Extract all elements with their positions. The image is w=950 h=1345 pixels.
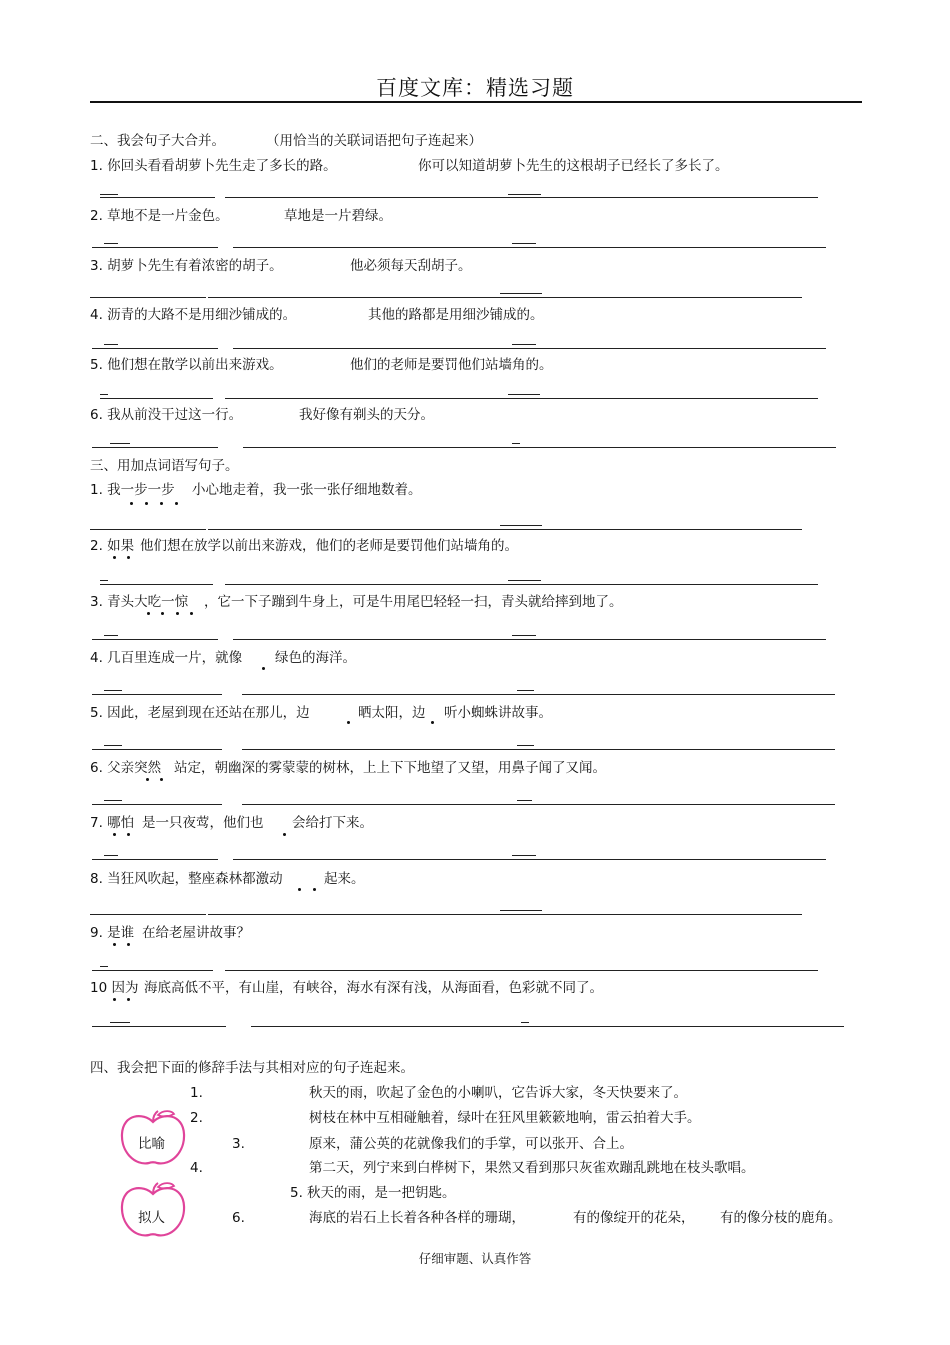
s4-item1-num: 1. xyxy=(190,1085,203,1101)
answer-line[interactable] xyxy=(225,197,818,198)
s4-item6-num: 6. xyxy=(232,1210,245,1226)
answer-line[interactable] xyxy=(225,584,818,585)
s2-item3-sentence-b: 他必须每天刮胡子。 xyxy=(350,258,472,274)
s3-item7-part1: 7. 哪怕 xyxy=(90,815,135,831)
emphasis-dot xyxy=(298,888,301,891)
title-divider xyxy=(90,101,862,103)
s4-item6-text-part3[interactable]: 有的像分枝的鹿角。 xyxy=(720,1210,842,1226)
s4-item6-text-part1[interactable]: 海底的岩石上长着各种各样的珊瑚， xyxy=(309,1210,525,1226)
emphasis-dot xyxy=(160,778,163,781)
emphasis-dot xyxy=(347,721,350,724)
answer-line[interactable] xyxy=(92,348,218,349)
answer-line[interactable] xyxy=(90,529,206,530)
emphasis-dot xyxy=(127,833,130,836)
section2-heading: 二、我会句子大合并。 xyxy=(90,133,225,149)
s2-item4-sentence-b: 其他的路都是用细沙铺成的。 xyxy=(368,307,544,323)
s3-item5-part1: 5. 因此，老屋到现在还站在那儿，边 xyxy=(90,705,310,721)
answer-line[interactable] xyxy=(242,749,835,750)
s2-item4-sentence-a: 4. 沥青的大路不是用细沙铺成的。 xyxy=(90,307,297,323)
answer-line[interactable] xyxy=(100,584,213,585)
emphasis-dot xyxy=(190,612,193,615)
s3-item6-part1: 6. 父亲突然 xyxy=(90,760,162,776)
emphasis-dot xyxy=(147,612,150,615)
answer-line[interactable] xyxy=(233,247,826,248)
emphasis-dot xyxy=(113,943,116,946)
s3-item2-part1: 2. 如果 xyxy=(90,538,135,554)
emphasis-dot xyxy=(176,612,179,615)
s2-item2-sentence-a: 2. 草地不是一片金色。 xyxy=(90,208,229,224)
page-footer: 仔细审题、认真作答 xyxy=(418,1251,532,1266)
s3-item10-part1: 10 因为 xyxy=(90,980,139,996)
answer-line[interactable] xyxy=(225,970,818,971)
emphasis-dot xyxy=(161,612,164,615)
answer-line[interactable] xyxy=(233,639,826,640)
answer-line[interactable] xyxy=(233,348,826,349)
s3-item6-part2: 站定，朝幽深的雾蒙蒙的树林，上上下下地望了又望，用鼻子闻了又闻。 xyxy=(174,760,606,776)
page-title: 百度文库：精选习题 xyxy=(376,76,574,100)
s3-item7-part2: 是一只夜莺，他们也 xyxy=(142,815,264,831)
answer-line[interactable] xyxy=(208,529,802,530)
answer-line[interactable] xyxy=(242,804,835,805)
s2-item5-sentence-a: 5. 他们想在散学以前出来游戏。 xyxy=(90,357,283,373)
emphasis-dot xyxy=(175,502,178,505)
answer-line[interactable] xyxy=(92,694,222,695)
label-personification[interactable]: 拟人 xyxy=(138,1210,165,1226)
answer-line[interactable] xyxy=(243,447,836,448)
s3-item9-part1: 9. 是谁 xyxy=(90,925,135,941)
s2-item2-sentence-b: 草地是一片碧绿。 xyxy=(284,208,392,224)
answer-line[interactable] xyxy=(225,398,818,399)
answer-line[interactable] xyxy=(92,859,218,860)
emphasis-dot xyxy=(262,667,265,670)
s4-item3-text[interactable]: 原来，蒲公英的花就像我们的手掌，可以张开、合上。 xyxy=(309,1136,633,1152)
s3-item2-part2: 他们想在放学以前出来游戏，他们的老师是要罚他们站墙角的。 xyxy=(140,538,518,554)
s4-item2-num: 2. xyxy=(190,1110,203,1126)
answer-line[interactable] xyxy=(92,749,222,750)
emphasis-dot xyxy=(145,502,148,505)
answer-line[interactable] xyxy=(100,398,213,399)
emphasis-dot xyxy=(283,833,286,836)
s2-item1-sentence-a: 1. 你回头看看胡萝卜先生走了多长的路。 xyxy=(90,158,337,174)
section2-instruction: （用恰当的关联词语把句子连起来） xyxy=(266,133,482,149)
s3-item10-part2: 海底高低不平，有山崖，有峡谷，海水有深有浅，从海面看，色彩就不同了。 xyxy=(144,980,603,996)
s3-item5-part3: 听小蜘蛛讲故事。 xyxy=(444,705,552,721)
s3-item3-part2: ，它一下子蹦到牛身上，可是牛用尾巴轻轻一扫，青头就给摔到地了。 xyxy=(204,594,623,610)
answer-line[interactable] xyxy=(90,297,206,298)
s3-item4-part1: 4. 几百里连成一片，就像 xyxy=(90,650,243,666)
section3-heading: 三、用加点词语写句子。 xyxy=(90,458,239,474)
emphasis-dot xyxy=(113,556,116,559)
s3-item9-part2: 在给老屋讲故事？ xyxy=(142,925,250,941)
s3-item7-part3: 会给打下来。 xyxy=(292,815,373,831)
answer-line[interactable] xyxy=(242,694,835,695)
answer-line[interactable] xyxy=(90,914,206,915)
s3-item8-part1: 8. 当狂风吹起，整座森林都激动 xyxy=(90,871,283,887)
section4-heading: 四、我会把下面的修辞手法与其相对应的句子连起来。 xyxy=(90,1060,414,1076)
emphasis-dot xyxy=(127,556,130,559)
answer-line[interactable] xyxy=(92,247,218,248)
s3-item4-part2: 绿色的海洋。 xyxy=(275,650,356,666)
s2-item3-sentence-a: 3. 胡萝卜先生有着浓密的胡子。 xyxy=(90,258,283,274)
answer-line[interactable] xyxy=(92,804,222,805)
s4-item4-text[interactable]: 第二天，列宁来到白桦树下，果然又看到那只灰雀欢蹦乱跳地在枝头歌唱。 xyxy=(309,1160,755,1176)
emphasis-dot xyxy=(113,998,116,1001)
answer-line[interactable] xyxy=(233,859,826,860)
answer-line[interactable] xyxy=(208,914,802,915)
answer-line[interactable] xyxy=(251,1026,844,1027)
s3-item8-part2: 起来。 xyxy=(324,871,365,887)
answer-line[interactable] xyxy=(92,639,218,640)
s3-item3-part1: 3. 青头大吃一惊 xyxy=(90,594,189,610)
emphasis-dot xyxy=(146,778,149,781)
answer-line[interactable] xyxy=(100,197,215,198)
answer-line[interactable] xyxy=(208,297,802,298)
s2-item6-sentence-b: 我好像有剃头的天分。 xyxy=(299,407,434,423)
s4-item2-text[interactable]: 树枝在林中互相碰触着，绿叶在狂风里簌簌地响，雷云拍着大手。 xyxy=(309,1110,701,1126)
s3-item1-part1: 1. 我一步一步 xyxy=(90,482,175,498)
answer-line[interactable] xyxy=(92,1026,226,1027)
emphasis-dot xyxy=(160,502,163,505)
emphasis-dot xyxy=(431,721,434,724)
s4-item3-num: 3. xyxy=(232,1136,245,1152)
s3-item1-part2: 小心地走着，我一张一张仔细地数着。 xyxy=(192,482,422,498)
answer-line[interactable] xyxy=(92,447,218,448)
s3-item5-part2: 晒太阳，边 xyxy=(358,705,426,721)
s4-item6-text-part2[interactable]: 有的像绽开的花朵， xyxy=(573,1210,695,1226)
s2-item6-sentence-a: 6. 我从前没干过这一行。 xyxy=(90,407,243,423)
s4-item5-text[interactable]: 秋天的雨，是一把钥匙。 xyxy=(307,1185,456,1201)
emphasis-dot xyxy=(130,502,133,505)
answer-line[interactable] xyxy=(92,970,213,971)
emphasis-dot xyxy=(313,888,316,891)
s4-item5-num: 5. xyxy=(290,1185,303,1201)
emphasis-dot xyxy=(127,943,130,946)
s4-item4-num: 4. xyxy=(190,1160,203,1176)
label-simile[interactable]: 比喻 xyxy=(138,1136,165,1152)
s4-item1-text[interactable]: 秋天的雨，吹起了金色的小喇叭，它告诉大家，冬天快要来了。 xyxy=(309,1085,687,1101)
emphasis-dot xyxy=(127,998,130,1001)
s2-item1-sentence-b: 你可以知道胡萝卜先生的这根胡子已经长了多长了。 xyxy=(418,158,729,174)
s2-item5-sentence-b: 他们的老师是要罚他们站墙角的。 xyxy=(350,357,553,373)
emphasis-dot xyxy=(113,833,116,836)
